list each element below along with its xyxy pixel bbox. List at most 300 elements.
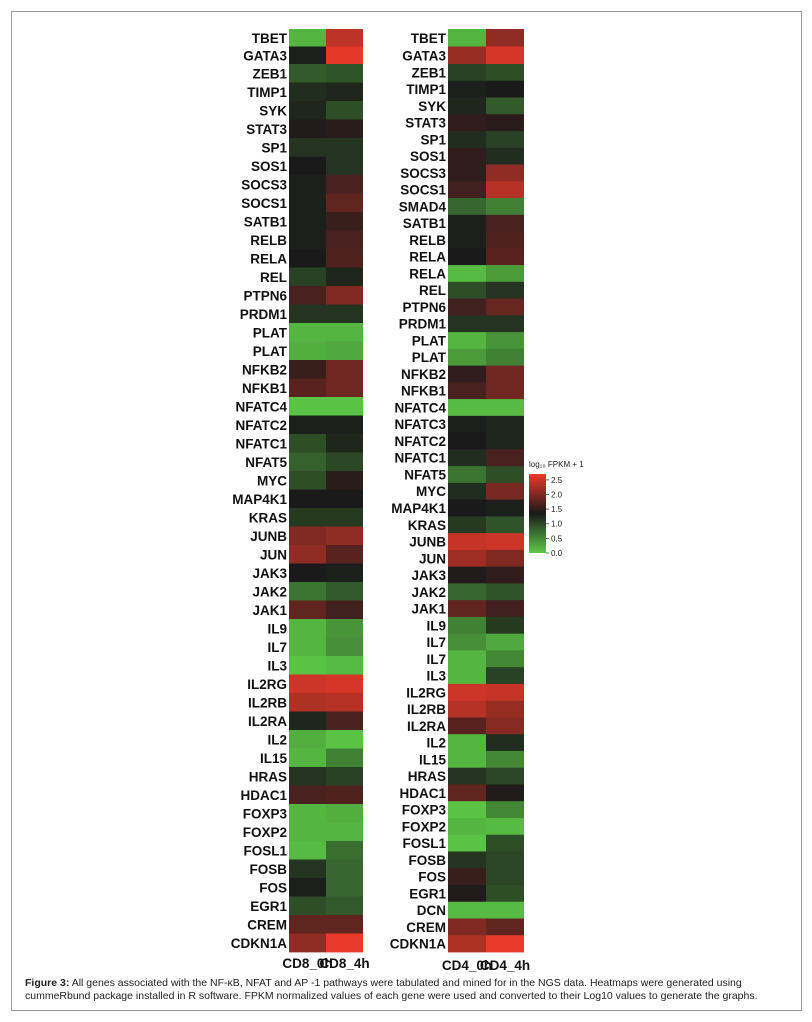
heatmap-cell [289,305,326,324]
heatmap-cell [486,567,524,584]
heatmap-cell [448,382,486,399]
heatmap-cell [326,582,363,601]
heatmap-cell [326,638,363,657]
row-label: JUNB [409,534,446,550]
figure-caption [25,977,797,1003]
row-label: FOSL1 [402,836,446,852]
heatmap-cell [289,841,326,860]
heatmap-cell [326,656,363,675]
heatmap-cell [486,366,524,383]
heatmap-cell [486,818,524,835]
heatmap-cell [448,667,486,684]
heatmap-cell [326,138,363,157]
heatmap-cell [289,675,326,694]
heatmap-cell [289,804,326,823]
heatmap-cell [448,282,486,299]
heatmap-cell [486,583,524,600]
heatmap-cell [326,453,363,472]
heatmap-cell [486,717,524,734]
heatmap-cell [448,349,486,366]
heatmap-cell [326,564,363,583]
row-label: IL7 [267,639,287,655]
row-label: IL2 [426,735,446,751]
heatmap-cell [448,851,486,868]
heatmap-cell [289,194,326,213]
row-label: JUN [418,551,446,567]
heatmap-cell [486,349,524,366]
heatmap-cell [289,212,326,231]
row-label: IL2RA [406,718,446,734]
heatmap-cell [448,734,486,751]
heatmap-cell [448,315,486,332]
heatmap-cell [326,64,363,83]
row-label: NFATC3 [394,417,446,433]
heatmap-cell [486,416,524,433]
row-label: SOCS1 [400,182,446,198]
heatmap-cell [289,29,326,47]
heatmap-cell [448,500,486,517]
row-label: CDKN1A [389,936,446,952]
heatmap-cell [486,667,524,684]
heatmap-cell [486,64,524,81]
heatmap-cell [486,784,524,801]
heatmap-cell [289,101,326,120]
heatmap-cell [486,315,524,332]
heatmap-cell [326,120,363,139]
row-label: HRAS [407,769,446,785]
legend-tick-label: 2.5 [551,475,563,485]
heatmap-cell [486,768,524,785]
heatmap-cell [448,701,486,718]
heatmap-cell [486,935,524,952]
heatmap-cell [486,265,524,282]
heatmap-cell [448,98,486,115]
heatmap-cell [448,818,486,835]
heatmap-cell [289,120,326,139]
heatmap-cell [448,29,486,47]
heatmap-cell [289,471,326,490]
row-label: NFATC1 [235,436,287,452]
heatmap-cell [289,323,326,342]
heatmap-cell [326,490,363,509]
row-label: NFAT5 [404,467,446,483]
heatmap-cell [448,64,486,81]
heatmap-cell [448,717,486,734]
heatmap-cell [289,342,326,361]
heatmap-cell [326,249,363,268]
heatmap-cell [326,508,363,527]
heatmap-cell [289,175,326,194]
column-label: CD4_0h [441,958,493,973]
legend-tick-label: 0.0 [551,549,563,558]
heatmap-cell [326,194,363,213]
heatmap-cell [486,701,524,718]
heatmap-cell [448,198,486,215]
heatmap-cell [289,582,326,601]
heatmap-cell [289,47,326,65]
row-label: JAK2 [411,584,446,600]
heatmap-cell [289,360,326,379]
heatmap-cell [486,114,524,131]
row-label: FOXP2 [401,819,446,835]
row-label: TIMP1 [247,84,287,100]
row-label: SMAD4 [398,199,446,215]
heatmap-cell [448,399,486,416]
row-label: PLAT [252,343,287,359]
heatmap-cell [486,516,524,533]
heatmap-cell [448,617,486,634]
row-label: SATB1 [402,216,446,232]
heatmap-cell [289,138,326,157]
heatmap-cell [289,823,326,842]
heatmap-cell [448,918,486,935]
heatmap-cell [289,564,326,583]
row-label: FOSL1 [243,843,287,859]
row-label: GATA3 [402,48,446,64]
heatmap-cell [289,786,326,805]
heatmap-cell [486,232,524,249]
heatmap-cell [326,29,363,47]
heatmap-cell [448,634,486,651]
row-label: TIMP1 [406,82,446,98]
heatmap-cell [289,490,326,509]
heatmap-cell [448,232,486,249]
heatmap-cell [326,268,363,287]
heatmap-cell [448,650,486,667]
row-label: STAT3 [246,121,287,137]
row-label: SOCS3 [400,165,446,181]
heatmap-cell [326,619,363,638]
heatmap-cell [448,483,486,500]
row-label: GATA3 [243,48,287,64]
heatmap-cell [289,545,326,564]
heatmap-cell [448,751,486,768]
heatmap-cell [486,483,524,500]
row-label: PLAT [252,325,287,341]
row-label: MAP4K1 [232,491,287,507]
row-label: SOS1 [409,149,446,165]
heatmap-cell [448,81,486,98]
heatmap-cell [448,265,486,282]
heatmap-cell [486,215,524,232]
row-label: SP1 [261,140,287,156]
row-label: IL9 [426,618,446,634]
heatmap-cell [326,212,363,231]
heatmap-cell [289,83,326,102]
legend-tick-label: 1.0 [551,519,563,529]
heatmap-cell [486,466,524,483]
heatmap-cell [486,617,524,634]
heatmap-cell [326,323,363,342]
row-label: KRAS [248,510,287,526]
heatmap-cell [486,198,524,215]
heatmap-cell [289,749,326,768]
heatmap-cell [326,305,363,324]
heatmap-cell [289,934,326,953]
heatmap-cell [448,550,486,567]
heatmap-cell [289,508,326,527]
heatmap-cell [486,902,524,919]
legend-color-bar [529,474,546,553]
row-label: NFATC4 [394,400,446,416]
heatmap-cell [289,712,326,731]
heatmap-cell [448,533,486,550]
row-label: SOS1 [250,158,287,174]
heatmap-cell [486,29,524,47]
heatmap-cell [326,231,363,250]
column-label: CD8_0h [282,956,333,971]
row-label: TBET [251,30,287,46]
row-label: SOCS3 [241,177,287,193]
row-label: RELA [409,266,446,282]
heatmap-cell [289,268,326,287]
row-label: NFATC1 [394,450,446,466]
heatmap-cell [289,619,326,638]
heatmap-cell [486,248,524,265]
heatmap-cell [486,634,524,651]
heatmap-cell [448,416,486,433]
heatmap-cell [448,366,486,383]
heatmap-cell [448,567,486,584]
heatmap-cell [486,98,524,115]
heatmap-cell [326,934,363,953]
row-label: CREM [406,919,446,935]
heatmap-cell [448,835,486,852]
row-label: SATB1 [243,214,287,230]
heatmap-cell [486,433,524,450]
heatmap-cell [289,379,326,398]
heatmap-cell [289,231,326,250]
heatmap-cell [486,131,524,148]
heatmap-cell [448,47,486,65]
heatmap-cell [326,157,363,176]
heatmap-cell [448,466,486,483]
row-label: IL2RG [406,685,446,701]
row-label: TBET [410,30,446,46]
heatmap-cell [326,286,363,305]
heatmap-cell [448,248,486,265]
row-label: NFKB2 [241,362,287,378]
row-label: RELA [250,251,287,267]
row-label: JAK3 [411,568,446,584]
row-label: CDKN1A [230,935,287,951]
heatmap-cell [289,767,326,786]
legend-title: log₁₀ FPKM + 1 [529,460,584,469]
heatmap-cell [486,684,524,701]
row-label: PRDM1 [239,306,287,322]
heatmap-cell [326,804,363,823]
heatmap-cell [326,601,363,620]
row-label: RELA [409,249,446,265]
row-label: NFATC2 [235,417,287,433]
heatmap-cell [289,656,326,675]
row-label: JAK3 [252,565,287,581]
heatmap-cell [486,47,524,65]
heatmap-cell [326,749,363,768]
row-label: CREM [247,917,287,933]
row-label: PTPN6 [243,288,287,304]
heatmap-cell [486,868,524,885]
heatmap-cell [289,897,326,916]
column-label: CD8_4h [319,956,370,971]
heatmap-cell [289,157,326,176]
heatmap-cell [448,114,486,131]
caption-label: Figure 3: [25,977,70,989]
row-label: IL9 [267,621,287,637]
row-label: STAT3 [405,115,446,131]
heatmap-cell [448,332,486,349]
heatmap-cell [448,583,486,600]
row-label: SP1 [420,132,446,148]
row-label: SOCS1 [241,195,287,211]
legend-tick-label: 0.5 [551,534,563,544]
heatmap-cell [326,675,363,694]
heatmap-cell [486,751,524,768]
heatmap-cell [289,64,326,83]
row-label: HDAC1 [399,785,446,801]
row-label: PLAT [411,350,446,366]
heatmap-cell [486,500,524,517]
row-label: NFKB1 [400,383,446,399]
row-label: RELB [409,232,446,248]
heatmap-cell [486,600,524,617]
row-label: SYK [418,98,446,114]
row-label: PLAT [411,333,446,349]
row-label: IL2 [267,732,287,748]
heatmap-cell [448,181,486,198]
heatmap-cell [326,693,363,712]
row-label: RELB [250,232,287,248]
row-label: JAK1 [411,601,446,617]
heatmap-cell [486,165,524,182]
row-label: MYC [416,484,446,500]
heatmap-cell [486,148,524,165]
row-label: IL2RB [247,695,287,711]
row-label: JAK1 [252,602,287,618]
row-label: IL7 [426,635,446,651]
row-label: FOSB [249,861,287,877]
row-label: FOXP3 [242,806,287,822]
column-label: CD4_4h [479,958,531,973]
heatmap-cell [486,851,524,868]
row-label: IL7 [426,651,446,667]
heatmap-cell [448,684,486,701]
row-label: EGR1 [409,886,446,902]
heatmap-cell [448,516,486,533]
heatmap-cell [486,801,524,818]
heatmap-cell [326,860,363,879]
row-label: REL [419,283,446,299]
row-label: NFATC2 [394,433,446,449]
heatmap-cell [326,101,363,120]
heatmap-cell [289,915,326,934]
heatmap-cell [486,918,524,935]
row-label: MAP4K1 [391,501,446,516]
heatmap-cell [326,730,363,749]
heatmap-cell [448,868,486,885]
heatmap-cell [448,131,486,148]
row-label: MYC [257,473,287,489]
heatmap-cell [326,878,363,897]
row-label: IL15 [259,750,287,766]
heatmap-cell [486,449,524,466]
heatmap-cell [326,434,363,453]
heatmap-cell [289,527,326,546]
row-label: DCN [416,903,446,919]
heatmap-cell [486,734,524,751]
row-label: NFAT5 [245,454,287,470]
row-label: ZEB1 [411,65,446,81]
heatmap-cell [326,915,363,934]
row-label: FOXP3 [401,802,446,818]
heatmap-cell [289,878,326,897]
heatmap-cell [289,730,326,749]
heatmap-cell [448,935,486,952]
row-label: EGR1 [250,898,287,914]
row-label: JUN [259,547,287,563]
heatmap-cell [486,650,524,667]
heatmap-cell [326,471,363,490]
heatmap-cell [326,786,363,805]
row-label: HRAS [248,769,287,785]
row-label: IL2RG [247,676,287,692]
row-label: FOSB [408,852,446,868]
heatmap-cell [486,885,524,902]
heatmap-cell [486,332,524,349]
heatmap-cell [326,47,363,65]
row-label: PTPN6 [402,299,446,315]
heatmap-cell [486,282,524,299]
row-label: IL3 [426,668,446,684]
heatmap-cell [289,601,326,620]
heatmap-cell [486,835,524,852]
heatmap-cell [326,416,363,435]
heatmap-cell [448,768,486,785]
row-label: IL3 [267,658,287,674]
heatmap-cell [326,712,363,731]
heatmap-cell [486,533,524,550]
row-label: ZEB1 [252,66,287,82]
heatmap-cell [448,165,486,182]
row-label: JAK2 [252,584,287,600]
heatmap-cell [486,382,524,399]
row-label: HDAC1 [240,787,287,803]
row-label: IL2RB [406,702,446,718]
heatmap-cell [289,286,326,305]
heatmap-cell [326,175,363,194]
heatmap-cell [448,784,486,801]
heatmap-cell [448,885,486,902]
heatmap-cell [448,433,486,450]
row-label: SYK [259,103,287,119]
heatmap-cell [289,860,326,879]
heatmap-cell [289,453,326,472]
heatmap-cell [486,81,524,98]
heatmap-cell [326,841,363,860]
row-label: FOXP2 [242,824,287,840]
caption-text: All genes associated with the NF-κB, NFAT and AP -1 pathways were tabulated and mined for in the NGS data. Heatmaps were generated using cummeRbund package installed in R software. FPKM normalized values of each gene were used and converted to their Log10 values to generate the graphs. [25,977,758,1002]
row-label: KRAS [407,517,446,533]
heatmap-cell [326,360,363,379]
row-label: IL15 [418,752,446,768]
heatmap-cell [448,600,486,617]
heatmap-cell [326,767,363,786]
row-label: FOS [418,869,446,885]
heatmap-cell [448,215,486,232]
heatmap-cell [448,801,486,818]
heatmap-cell [486,299,524,316]
row-label: NFKB1 [241,380,287,396]
